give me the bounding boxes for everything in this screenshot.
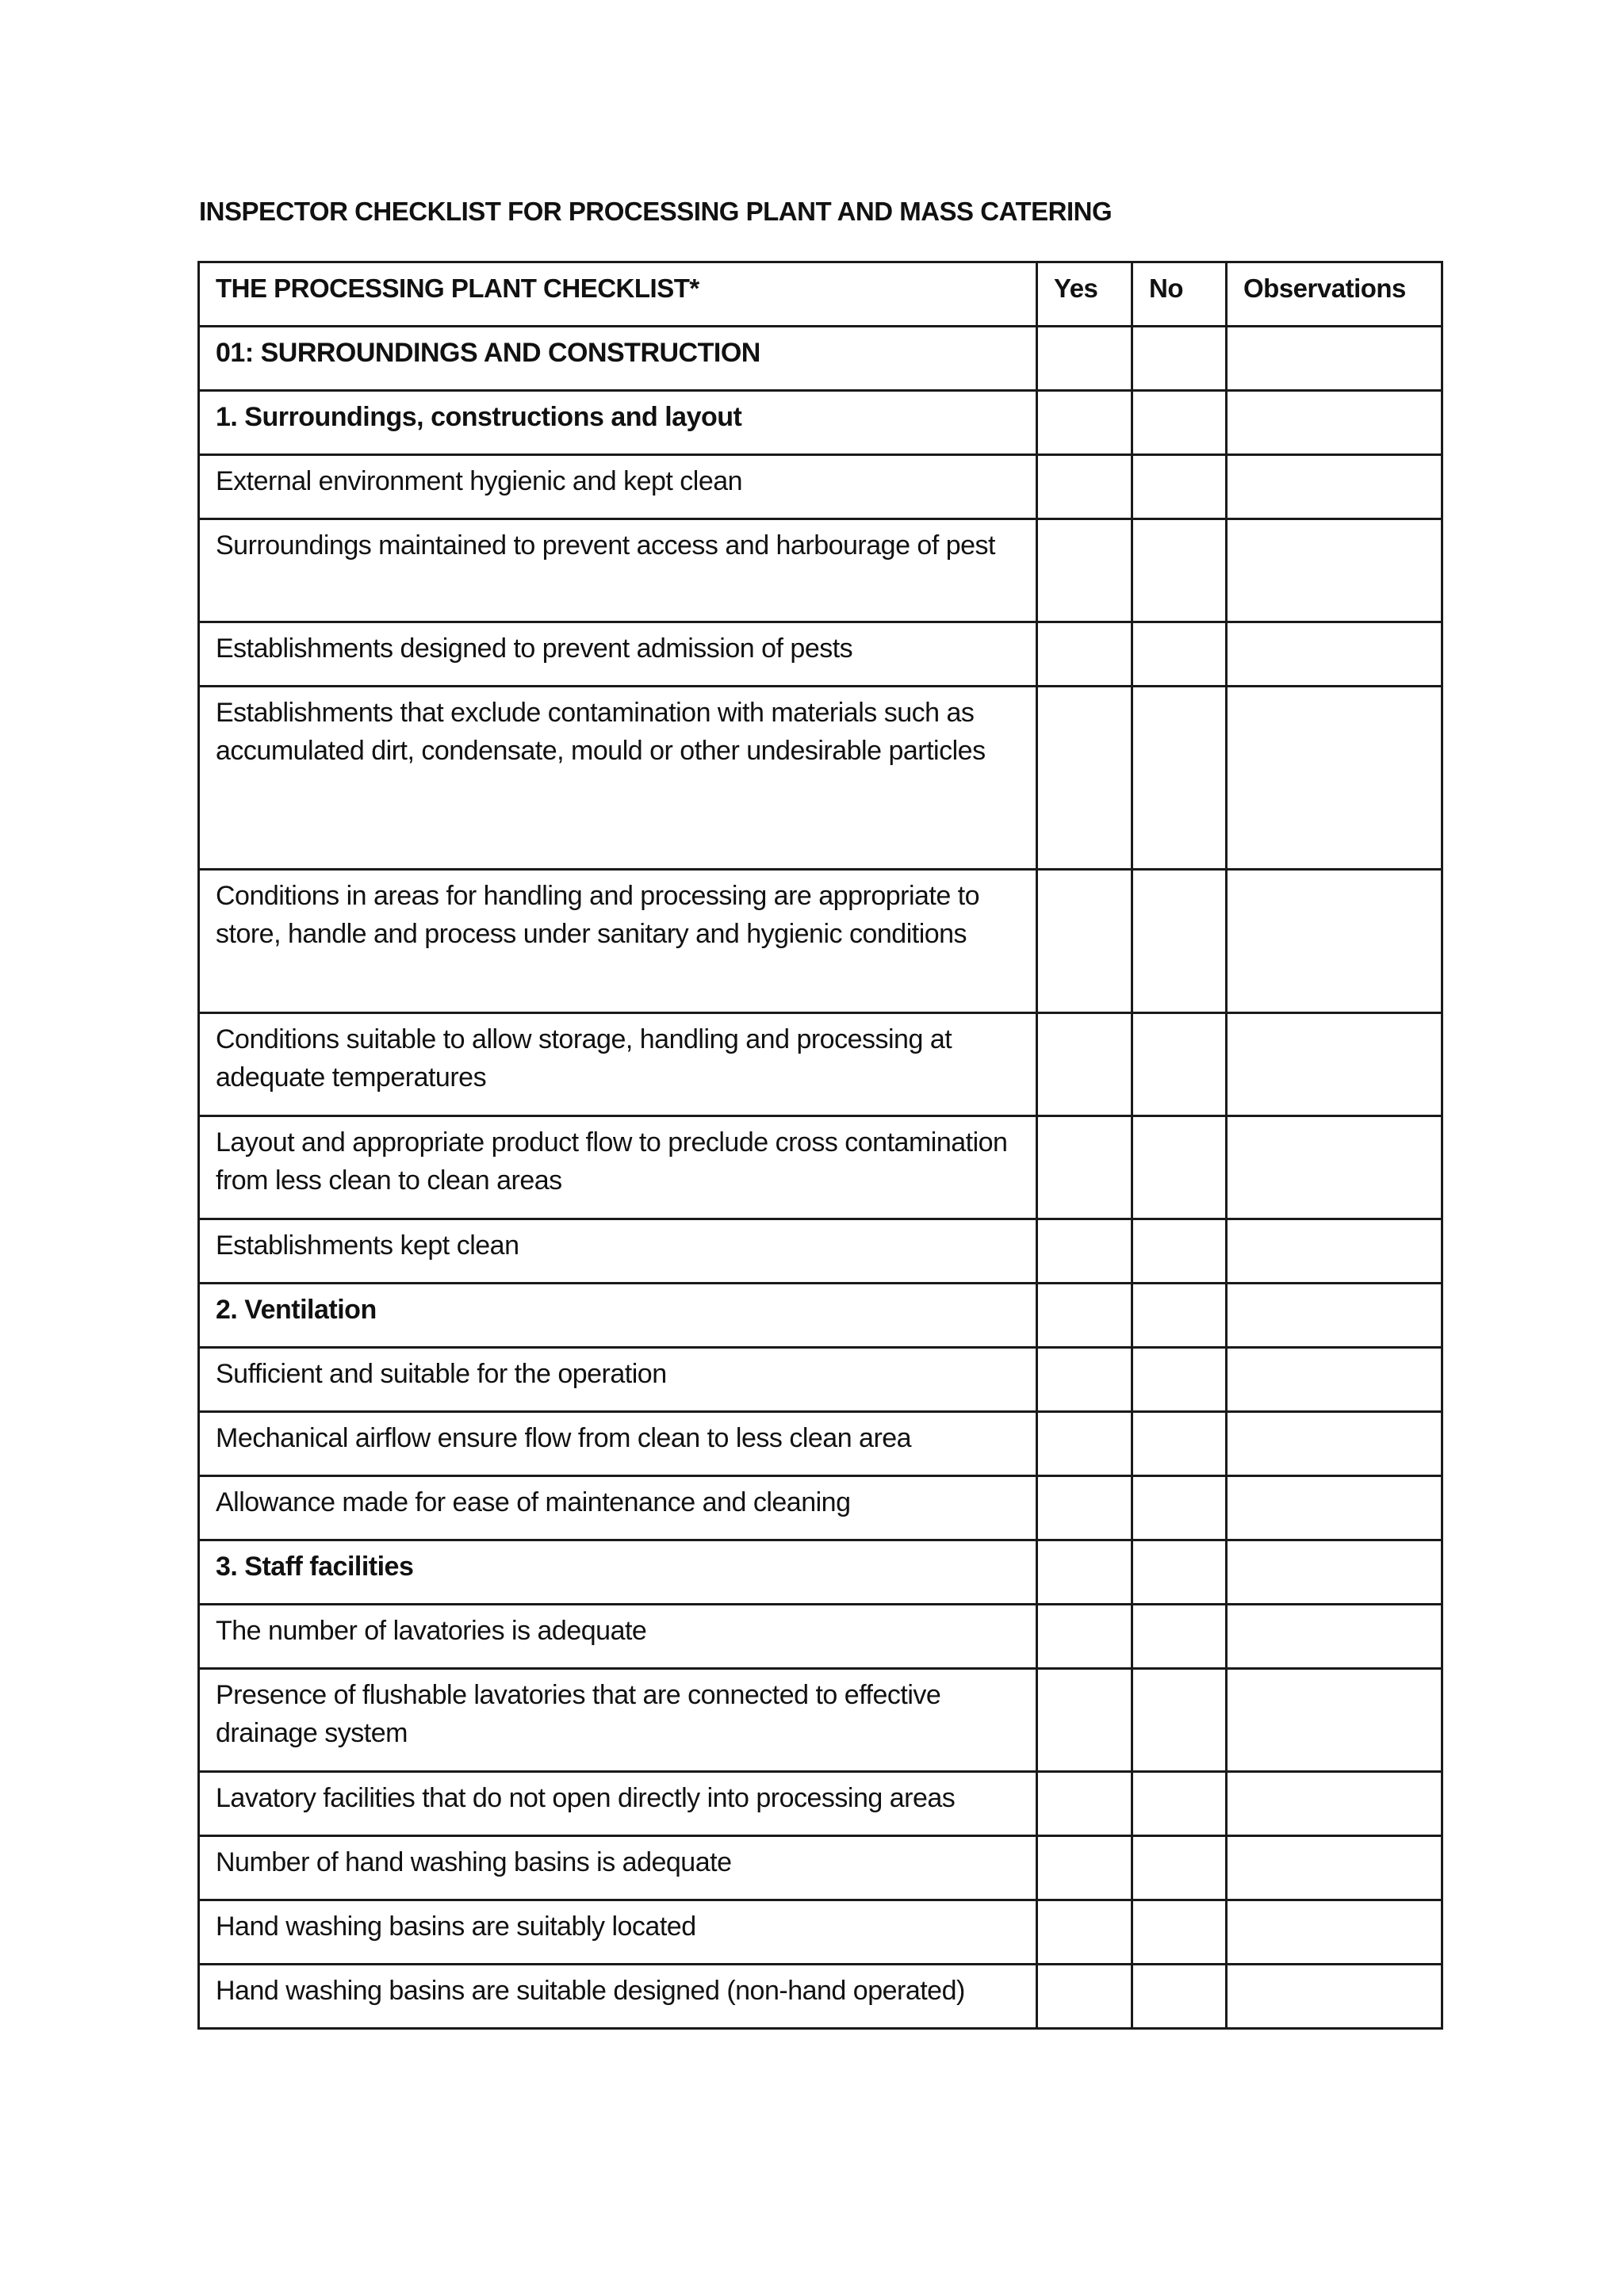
section-heading: 2. Ventilation <box>199 1284 1037 1348</box>
yes-cell[interactable] <box>1037 1412 1132 1476</box>
yes-cell[interactable] <box>1037 870 1132 1013</box>
no-cell[interactable] <box>1132 1965 1227 2029</box>
observations-cell[interactable] <box>1227 1900 1442 1965</box>
observations-cell[interactable] <box>1227 1284 1442 1348</box>
yes-cell[interactable] <box>1037 1965 1132 2029</box>
observations-cell[interactable] <box>1227 622 1442 687</box>
yes-cell[interactable] <box>1037 1836 1132 1900</box>
observations-cell[interactable] <box>1227 327 1442 391</box>
yes-cell[interactable] <box>1037 519 1132 622</box>
observations-cell[interactable] <box>1227 687 1442 870</box>
section-row <box>199 391 1442 455</box>
no-cell[interactable] <box>1132 1116 1227 1219</box>
no-cell[interactable] <box>1132 1412 1227 1476</box>
checklist-row <box>199 1900 1442 1965</box>
checklist-item-text: The number of lavatories is adequate <box>199 1605 1037 1669</box>
section-row <box>199 327 1442 391</box>
yes-cell[interactable] <box>1037 1900 1132 1965</box>
observations-cell[interactable] <box>1227 1669 1442 1772</box>
yes-cell[interactable] <box>1037 1772 1132 1836</box>
checklist-row <box>199 1965 1442 2029</box>
no-cell[interactable] <box>1132 1348 1227 1412</box>
no-cell[interactable] <box>1132 391 1227 455</box>
no-cell[interactable] <box>1132 1540 1227 1605</box>
checklist-row <box>199 1348 1442 1412</box>
yes-cell[interactable] <box>1037 1669 1132 1772</box>
header-no: No <box>1132 262 1227 327</box>
observations-cell[interactable] <box>1227 1965 1442 2029</box>
checklist-item-text: Layout and appropriate product flow to preclude cross contamination from less clean to clean areas <box>199 1116 1037 1219</box>
yes-cell[interactable] <box>1037 1116 1132 1219</box>
no-cell[interactable] <box>1132 870 1227 1013</box>
checklist-item-text: Hand washing basins are suitable designed (non-hand operated) <box>199 1965 1037 2029</box>
observations-cell[interactable] <box>1227 1540 1442 1605</box>
checklist-row <box>199 1605 1442 1669</box>
checklist-item-text: Conditions suitable to allow storage, handling and processing at adequate temperatures <box>199 1013 1037 1116</box>
section-row <box>199 1540 1442 1605</box>
observations-cell[interactable] <box>1227 1116 1442 1219</box>
checklist-item-text: Establishments that exclude contamination with materials such as accumulated dirt, condensate, mould or other undesirable particles <box>199 687 1037 870</box>
section-heading: 3. Staff facilities <box>199 1540 1037 1605</box>
no-cell[interactable] <box>1132 1284 1227 1348</box>
no-cell[interactable] <box>1132 1476 1227 1540</box>
header-observations: Observations <box>1227 262 1442 327</box>
yes-cell[interactable] <box>1037 455 1132 519</box>
checklist-row <box>199 1412 1442 1476</box>
checklist-item-text: Allowance made for ease of maintenance and cleaning <box>199 1476 1037 1540</box>
checklist-row <box>199 1013 1442 1116</box>
no-cell[interactable] <box>1132 327 1227 391</box>
section-row <box>199 1284 1442 1348</box>
no-cell[interactable] <box>1132 1772 1227 1836</box>
checklist-table <box>197 261 1443 2030</box>
checklist-row <box>199 687 1442 870</box>
yes-cell[interactable] <box>1037 1013 1132 1116</box>
no-cell[interactable] <box>1132 622 1227 687</box>
checklist-row <box>199 1116 1442 1219</box>
checklist-row <box>199 519 1442 622</box>
yes-cell[interactable] <box>1037 1605 1132 1669</box>
no-cell[interactable] <box>1132 1219 1227 1284</box>
observations-cell[interactable] <box>1227 1772 1442 1836</box>
no-cell[interactable] <box>1132 1605 1227 1669</box>
checklist-item-text: Conditions in areas for handling and processing are appropriate to store, handle and process under sanitary and hygienic conditions <box>199 870 1037 1013</box>
checklist-item-text: Establishments kept clean <box>199 1219 1037 1284</box>
checklist-item-text: Mechanical airflow ensure flow from clean to less clean area <box>199 1412 1037 1476</box>
checklist-item-text: Presence of flushable lavatories that are connected to effective drainage system <box>199 1669 1037 1772</box>
header-row <box>199 262 1442 327</box>
header-checklist: THE PROCESSING PLANT CHECKLIST* <box>199 262 1037 327</box>
checklist-row <box>199 1772 1442 1836</box>
checklist-row <box>199 622 1442 687</box>
yes-cell[interactable] <box>1037 1540 1132 1605</box>
observations-cell[interactable] <box>1227 1836 1442 1900</box>
yes-cell[interactable] <box>1037 1284 1132 1348</box>
yes-cell[interactable] <box>1037 391 1132 455</box>
observations-cell[interactable] <box>1227 1013 1442 1116</box>
observations-cell[interactable] <box>1227 870 1442 1013</box>
checklist-row <box>199 455 1442 519</box>
checklist-item-text: Number of hand washing basins is adequate <box>199 1836 1037 1900</box>
observations-cell[interactable] <box>1227 1476 1442 1540</box>
header-yes: Yes <box>1037 262 1132 327</box>
yes-cell[interactable] <box>1037 622 1132 687</box>
yes-cell[interactable] <box>1037 687 1132 870</box>
observations-cell[interactable] <box>1227 1412 1442 1476</box>
document-title: INSPECTOR CHECKLIST FOR PROCESSING PLANT AND MASS CATERING <box>199 197 1113 226</box>
yes-cell[interactable] <box>1037 1348 1132 1412</box>
no-cell[interactable] <box>1132 1836 1227 1900</box>
no-cell[interactable] <box>1132 1669 1227 1772</box>
checklist-item-text: External environment hygienic and kept clean <box>199 455 1037 519</box>
checklist-item-text: Sufficient and suitable for the operation <box>199 1348 1037 1412</box>
no-cell[interactable] <box>1132 519 1227 622</box>
observations-cell[interactable] <box>1227 1348 1442 1412</box>
checklist-item-text: Establishments designed to prevent admission of pests <box>199 622 1037 687</box>
no-cell[interactable] <box>1132 455 1227 519</box>
observations-cell[interactable] <box>1227 1219 1442 1284</box>
no-cell[interactable] <box>1132 1013 1227 1116</box>
observations-cell[interactable] <box>1227 391 1442 455</box>
checklist-item-text: Hand washing basins are suitably located <box>199 1900 1037 1965</box>
checklist-row <box>199 870 1442 1013</box>
observations-cell[interactable] <box>1227 455 1442 519</box>
checklist-row <box>199 1669 1442 1772</box>
yes-cell[interactable] <box>1037 327 1132 391</box>
section-heading: 1. Surroundings, constructions and layout <box>199 391 1037 455</box>
no-cell[interactable] <box>1132 687 1227 870</box>
observations-cell[interactable] <box>1227 1605 1442 1669</box>
no-cell[interactable] <box>1132 1900 1227 1965</box>
checklist-row <box>199 1836 1442 1900</box>
yes-cell[interactable] <box>1037 1219 1132 1284</box>
checklist-item-text: Surroundings maintained to prevent access and harbourage of pest <box>199 519 1037 622</box>
observations-cell[interactable] <box>1227 519 1442 622</box>
checklist-row <box>199 1476 1442 1540</box>
checklist-row <box>199 1219 1442 1284</box>
yes-cell[interactable] <box>1037 1476 1132 1540</box>
checklist-item-text: Lavatory facilities that do not open directly into processing areas <box>199 1772 1037 1836</box>
section-heading: 01: SURROUNDINGS AND CONSTRUCTION <box>199 327 1037 391</box>
